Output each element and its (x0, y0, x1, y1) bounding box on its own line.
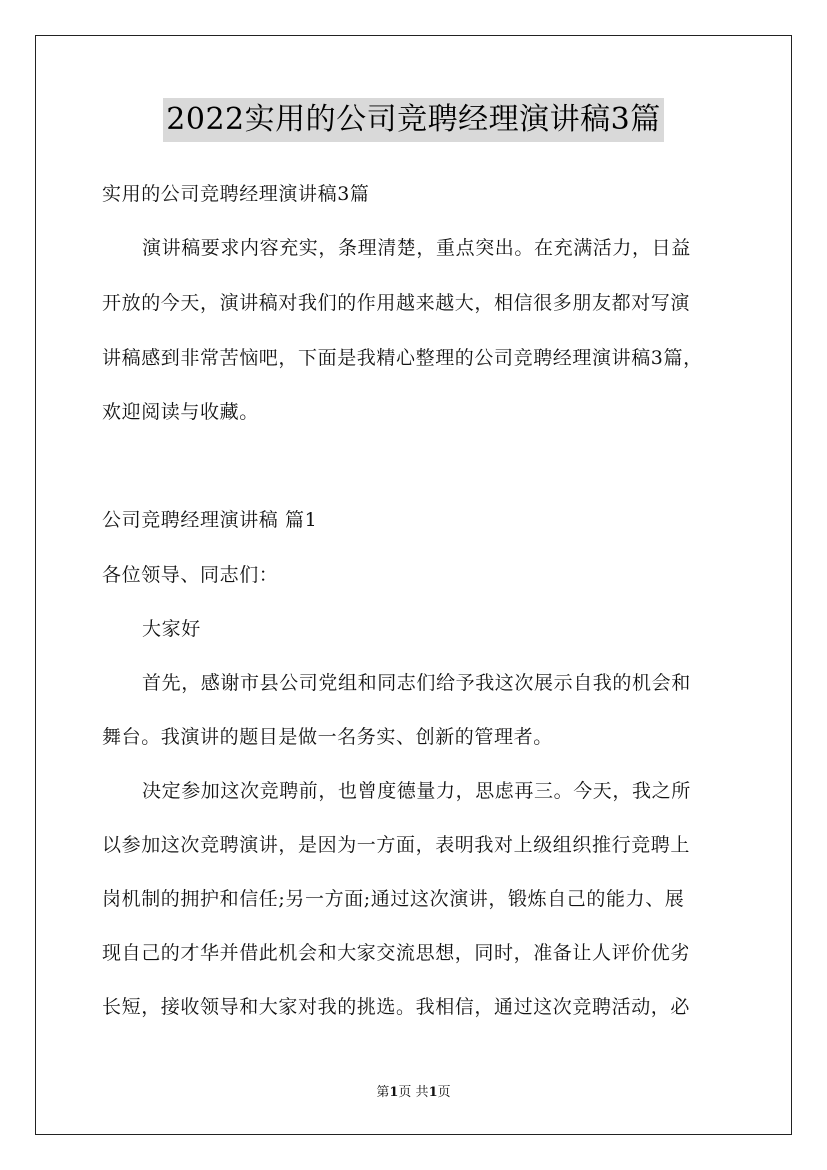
paragraph-line: 决定参加这次竞聘前，也曾度德量力，思虑再三。今天，我之所 (142, 780, 691, 802)
page-mid: 页 共 (398, 1085, 429, 1100)
section-heading: 公司竞聘经理演讲稿 篇1 (102, 509, 318, 531)
paragraph-line: 以参加这次竞聘演讲，是因为一方面，表明我对上级组织推行竞聘上 (102, 834, 691, 856)
title-wrap (0, 98, 827, 142)
page-total: 1 (428, 1085, 438, 1100)
paragraph-line: 长短，接收领导和大家对我的挑选。我相信，通过这次竞聘活动，必 (102, 996, 691, 1018)
paragraph-line: 舞台。我演讲的题目是做一名务实、创新的管理者。 (102, 726, 553, 748)
salutation: 各位领导、同志们： (102, 564, 279, 586)
page-footer (0, 1084, 827, 1102)
intro-line: 演讲稿要求内容充实，条理清楚，重点突出。在充满活力，日益 (142, 237, 691, 259)
greeting: 大家好 (142, 618, 201, 640)
intro-line: 欢迎阅读与收藏。 (102, 401, 259, 423)
paragraph-line: 首先，感谢市县公司党组和同志们给予我这次展示自我的机会和 (142, 672, 691, 694)
page-current: 1 (389, 1085, 399, 1100)
intro-line: 讲稿感到非常苦恼吧，下面是我精心整理的公司竞聘经理演讲稿3篇， (102, 347, 703, 369)
page-prefix: 第 (376, 1085, 390, 1100)
document-title: 2022实用的公司竞聘经理演讲稿3篇 (163, 98, 663, 142)
page-suffix: 页 (437, 1085, 451, 1100)
intro-line: 开放的今天，演讲稿对我们的作用越来越大，相信很多朋友都对写演 (102, 292, 691, 314)
paragraph-line: 岗机制的拥护和信任;另一方面;通过这次演讲，锻炼自己的能力、展 (102, 888, 685, 910)
document-subtitle: 实用的公司竞聘经理演讲稿3篇 (102, 183, 370, 205)
paragraph-line: 现自己的才华并借此机会和大家交流思想，同时，准备让人评价优劣 (102, 942, 691, 964)
